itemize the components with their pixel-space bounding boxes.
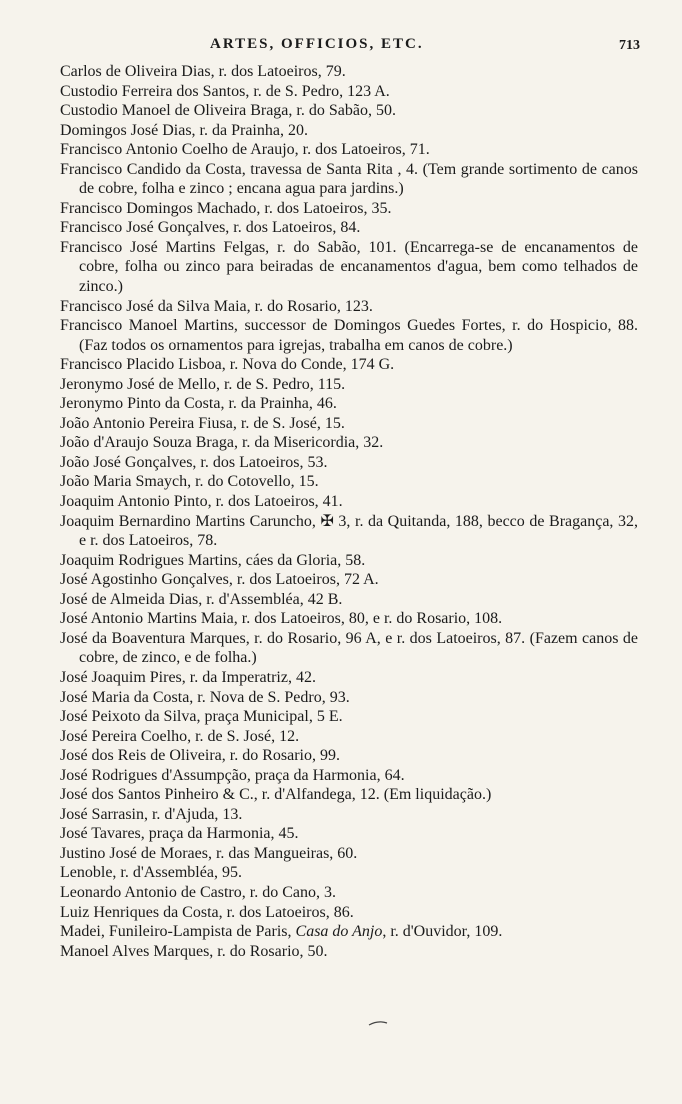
directory-entry: Custodio Ferreira dos Santos, r. de S. Pedro, 123 A. [60,82,390,100]
directory-entry: João José Gonçalves, r. dos Latoeiros, 53. [60,453,328,471]
directory-entry: José dos Reis de Oliveira, r. do Rosario, 99. [60,747,340,765]
directory-entry: Francisco Candido da Costa, travessa de Santa Rita , 4. (Tem grande sortimento de canos de cobre, folha e zinco ; encana agua para jardins.) [60,160,638,198]
directory-entry: Joaquim Rodrigues Martins, cáes da Gloria, 58. [60,551,366,569]
directory-entry: Francisco Manoel Martins, successor de Domingos Guedes Fortes, r. do Hospicio, 88. (Faz todos os ornamentos para igrejas, trabalha em canos de cobre.) [60,317,638,354]
directory-entry: Francisco Domingos Machado, r. dos Latoeiros, 35. [60,199,392,217]
directory-entry: Francisco Antonio Coelho de Araujo, r. dos Latoeiros, 71. [60,141,430,159]
directory-entry: José Agostinho Gonçalves, r. dos Latoeiros, 72 A. [60,571,379,589]
entry-address: , r. d'Ouvidor, 109. [382,923,503,941]
directory-entry: Joaquim Bernardino Martins Caruncho, ✠ 3, r. da Quitanda, 188, becco de Bragança, 32, e r. dos Latoeiros, 78. [60,512,638,550]
directory-entry: Lenoble, r. d'Assembléa, 95. [60,864,242,882]
directory-entry: Francisco José da Silva Maia, r. do Rosario, 123. [60,297,373,315]
directory-list [60,62,638,961]
directory-entry: João Antonio Pereira Fiusa, r. de S. José, 15. [60,414,345,432]
directory-entry: José Sarrasin, r. d'Ajuda, 13. [60,805,243,823]
directory-entry: Domingos José Dias, r. da Prainha, 20. [60,121,308,139]
directory-entry: Luiz Henriques da Costa, r. dos Latoeiros, 86. [60,903,354,921]
directory-entry: Francisco José Gonçalves, r. dos Latoeiros, 84. [60,219,361,237]
directory-entry: João d'Araujo Souza Braga, r. da Misericordia, 32. [60,434,384,452]
directory-entry-madei [60,922,638,942]
directory-entry: José da Boaventura Marques, r. do Rosario, 96 A, e r. dos Latoeiros, 87. (Fazem canos de cobre, de zinco, e de folha.) [60,629,638,667]
directory-entry: Francisco José Martins Felgas, r. do Sabão, 101. (Encarrega-se de encanamentos de cobre, folha ou zinco para beiradas de encanamentos d'agua, bem como telhados de zinco.) [60,238,638,296]
directory-entry: Manoel Alves Marques, r. do Rosario, 50. [60,942,328,960]
running-title: ARTES, OFFICIOS, ETC. [210,36,424,52]
directory-entry: Justino José de Moraes, r. das Mangueiras, 60. [60,844,358,862]
directory-entry: José Antonio Martins Maia, r. dos Latoeiros, 80, e r. do Rosario, 108. [60,610,503,628]
directory-entry: João Maria Smaych, r. do Cotovello, 15. [60,473,319,491]
directory-entry: Custodio Manoel de Oliveira Braga, r. do Sabão, 50. [60,102,396,120]
directory-entry: José Peixoto da Silva, praça Municipal, 5 E. [60,708,343,726]
page-number: 713 [619,38,640,53]
entry-shop-name: Casa do Anjo [295,923,383,941]
directory-entry: José Tavares, praça da Harmonia, 45. [60,825,299,843]
directory-entry: José Joaquim Pires, r. da Imperatriz, 42. [60,668,316,686]
directory-entry: Leonardo Antonio de Castro, r. do Cano, 3. [60,883,336,901]
directory-entry: José de Almeida Dias, r. d'Assembléa, 42 B. [60,590,343,608]
page-header [60,36,640,58]
directory-entry: Francisco Placido Lisboa, r. Nova do Conde, 174 G. [60,356,395,374]
directory-entry: José dos Santos Pinheiro & C., r. d'Alfandega, 12. (Em liquidação.) [60,786,492,804]
directory-entry: Jeronymo José de Mello, r. de S. Pedro, 115. [60,375,346,393]
directory-entry: Joaquim Antonio Pinto, r. dos Latoeiros, 41. [60,493,343,511]
directory-entry: Carlos de Oliveira Dias, r. dos Latoeiros, 79. [60,63,346,80]
directory-entry: Jeronymo Pinto da Costa, r. da Prainha, 46. [60,395,337,413]
directory-entry: José Rodrigues d'Assumpção, praça da Harmonia, 64. [60,766,405,784]
entry-name: Madei, Funileiro-Lampista de Paris, [60,923,292,941]
printer-ornament-icon [368,1018,388,1028]
directory-entry: José Maria da Costa, r. Nova de S. Pedro, 93. [60,688,350,706]
directory-entry: José Pereira Coelho, r. de S. José, 12. [60,727,300,745]
